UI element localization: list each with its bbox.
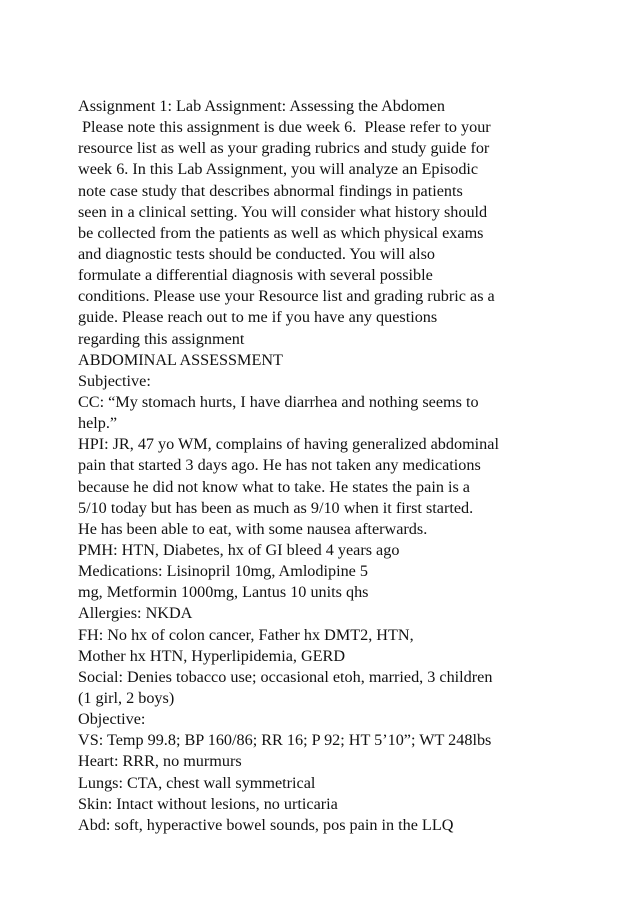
assignment-title: Assignment 1: Lab Assignment: Assessing the Abdomen: [78, 97, 445, 115]
section-heading: ABDOMINAL ASSESSMENT: [78, 350, 283, 369]
hpi-line: 5/10 today but has been as much as 9/10 when it first started.: [78, 498, 474, 517]
social-history-line: Social: Denies tobacco use; occasional etoh, married, 3 children: [78, 667, 493, 686]
objective-heading: Objective:: [78, 710, 146, 729]
lungs-exam-line: Lungs: CTA, chest wall symmetrical: [78, 773, 316, 792]
hpi-line: HPI: JR, 47 yo WM, complains of having generalized abdominal: [78, 435, 499, 454]
subjective-heading: Subjective:: [78, 371, 151, 390]
instructions-line: regarding this assignment: [78, 329, 245, 348]
allergies-line: Allergies: NKDA: [78, 604, 193, 623]
document-body: [78, 96, 578, 836]
instructions-line: conditions. Please use your Resource list and grading rubric as a: [78, 287, 495, 306]
medications-line: mg, Metformin 1000mg, Lantus 10 units qhs: [78, 583, 369, 602]
family-history-line: Mother hx HTN, Hyperlipidemia, GERD: [78, 646, 346, 665]
instructions-line: formulate a differential diagnosis with several possible: [78, 266, 433, 285]
instructions-line: be collected from the patients as well as which physical exams: [78, 223, 484, 242]
hpi-line: He has been able to eat, with some nausea afterwards.: [78, 519, 428, 538]
instructions-line: seen in a clinical setting. You will consider what history should: [78, 202, 488, 221]
abdomen-exam-line: Abd: soft, hyperactive bowel sounds, pos pain in the LLQ: [78, 815, 454, 834]
skin-exam-line: Skin: Intact without lesions, no urticaria: [78, 794, 338, 813]
instructions-line: resource list as well as your grading rubrics and study guide for: [78, 139, 490, 158]
family-history-line: FH: No hx of colon cancer, Father hx DMT2, HTN,: [78, 625, 414, 644]
hpi-line: because he did not know what to take. He states the pain is a: [78, 477, 470, 496]
vital-signs-line: VS: Temp 99.8; BP 160/86; RR 16; P 92; HT 5’10”; WT 248lbs: [78, 731, 492, 750]
chief-complaint: CC: “My stomach hurts, I have diarrhea and nothing seems to: [78, 392, 479, 411]
instructions-line: week 6. In this Lab Assignment, you will analyze an Episodic: [78, 160, 479, 179]
heart-exam-line: Heart: RRR, no murmurs: [78, 752, 242, 771]
instructions-line: and diagnostic tests should be conducted. You will also: [78, 244, 435, 263]
hpi-line: pain that started 3 days ago. He has not taken any medications: [78, 456, 481, 475]
instructions-line: guide. Please reach out to me if you have any questions: [78, 308, 438, 327]
chief-complaint: help.”: [78, 414, 118, 433]
pmh-line: PMH: HTN, Diabetes, hx of GI bleed 4 years ago: [78, 540, 400, 559]
instructions-line: Please note this assignment is due week 6. Please refer to your: [78, 118, 491, 137]
instructions-line: note case study that describes abnormal findings in patients: [78, 181, 463, 200]
social-history-line: (1 girl, 2 boys): [78, 688, 175, 707]
medications-line: Medications: Lisinopril 10mg, Amlodipine 5: [78, 562, 369, 581]
